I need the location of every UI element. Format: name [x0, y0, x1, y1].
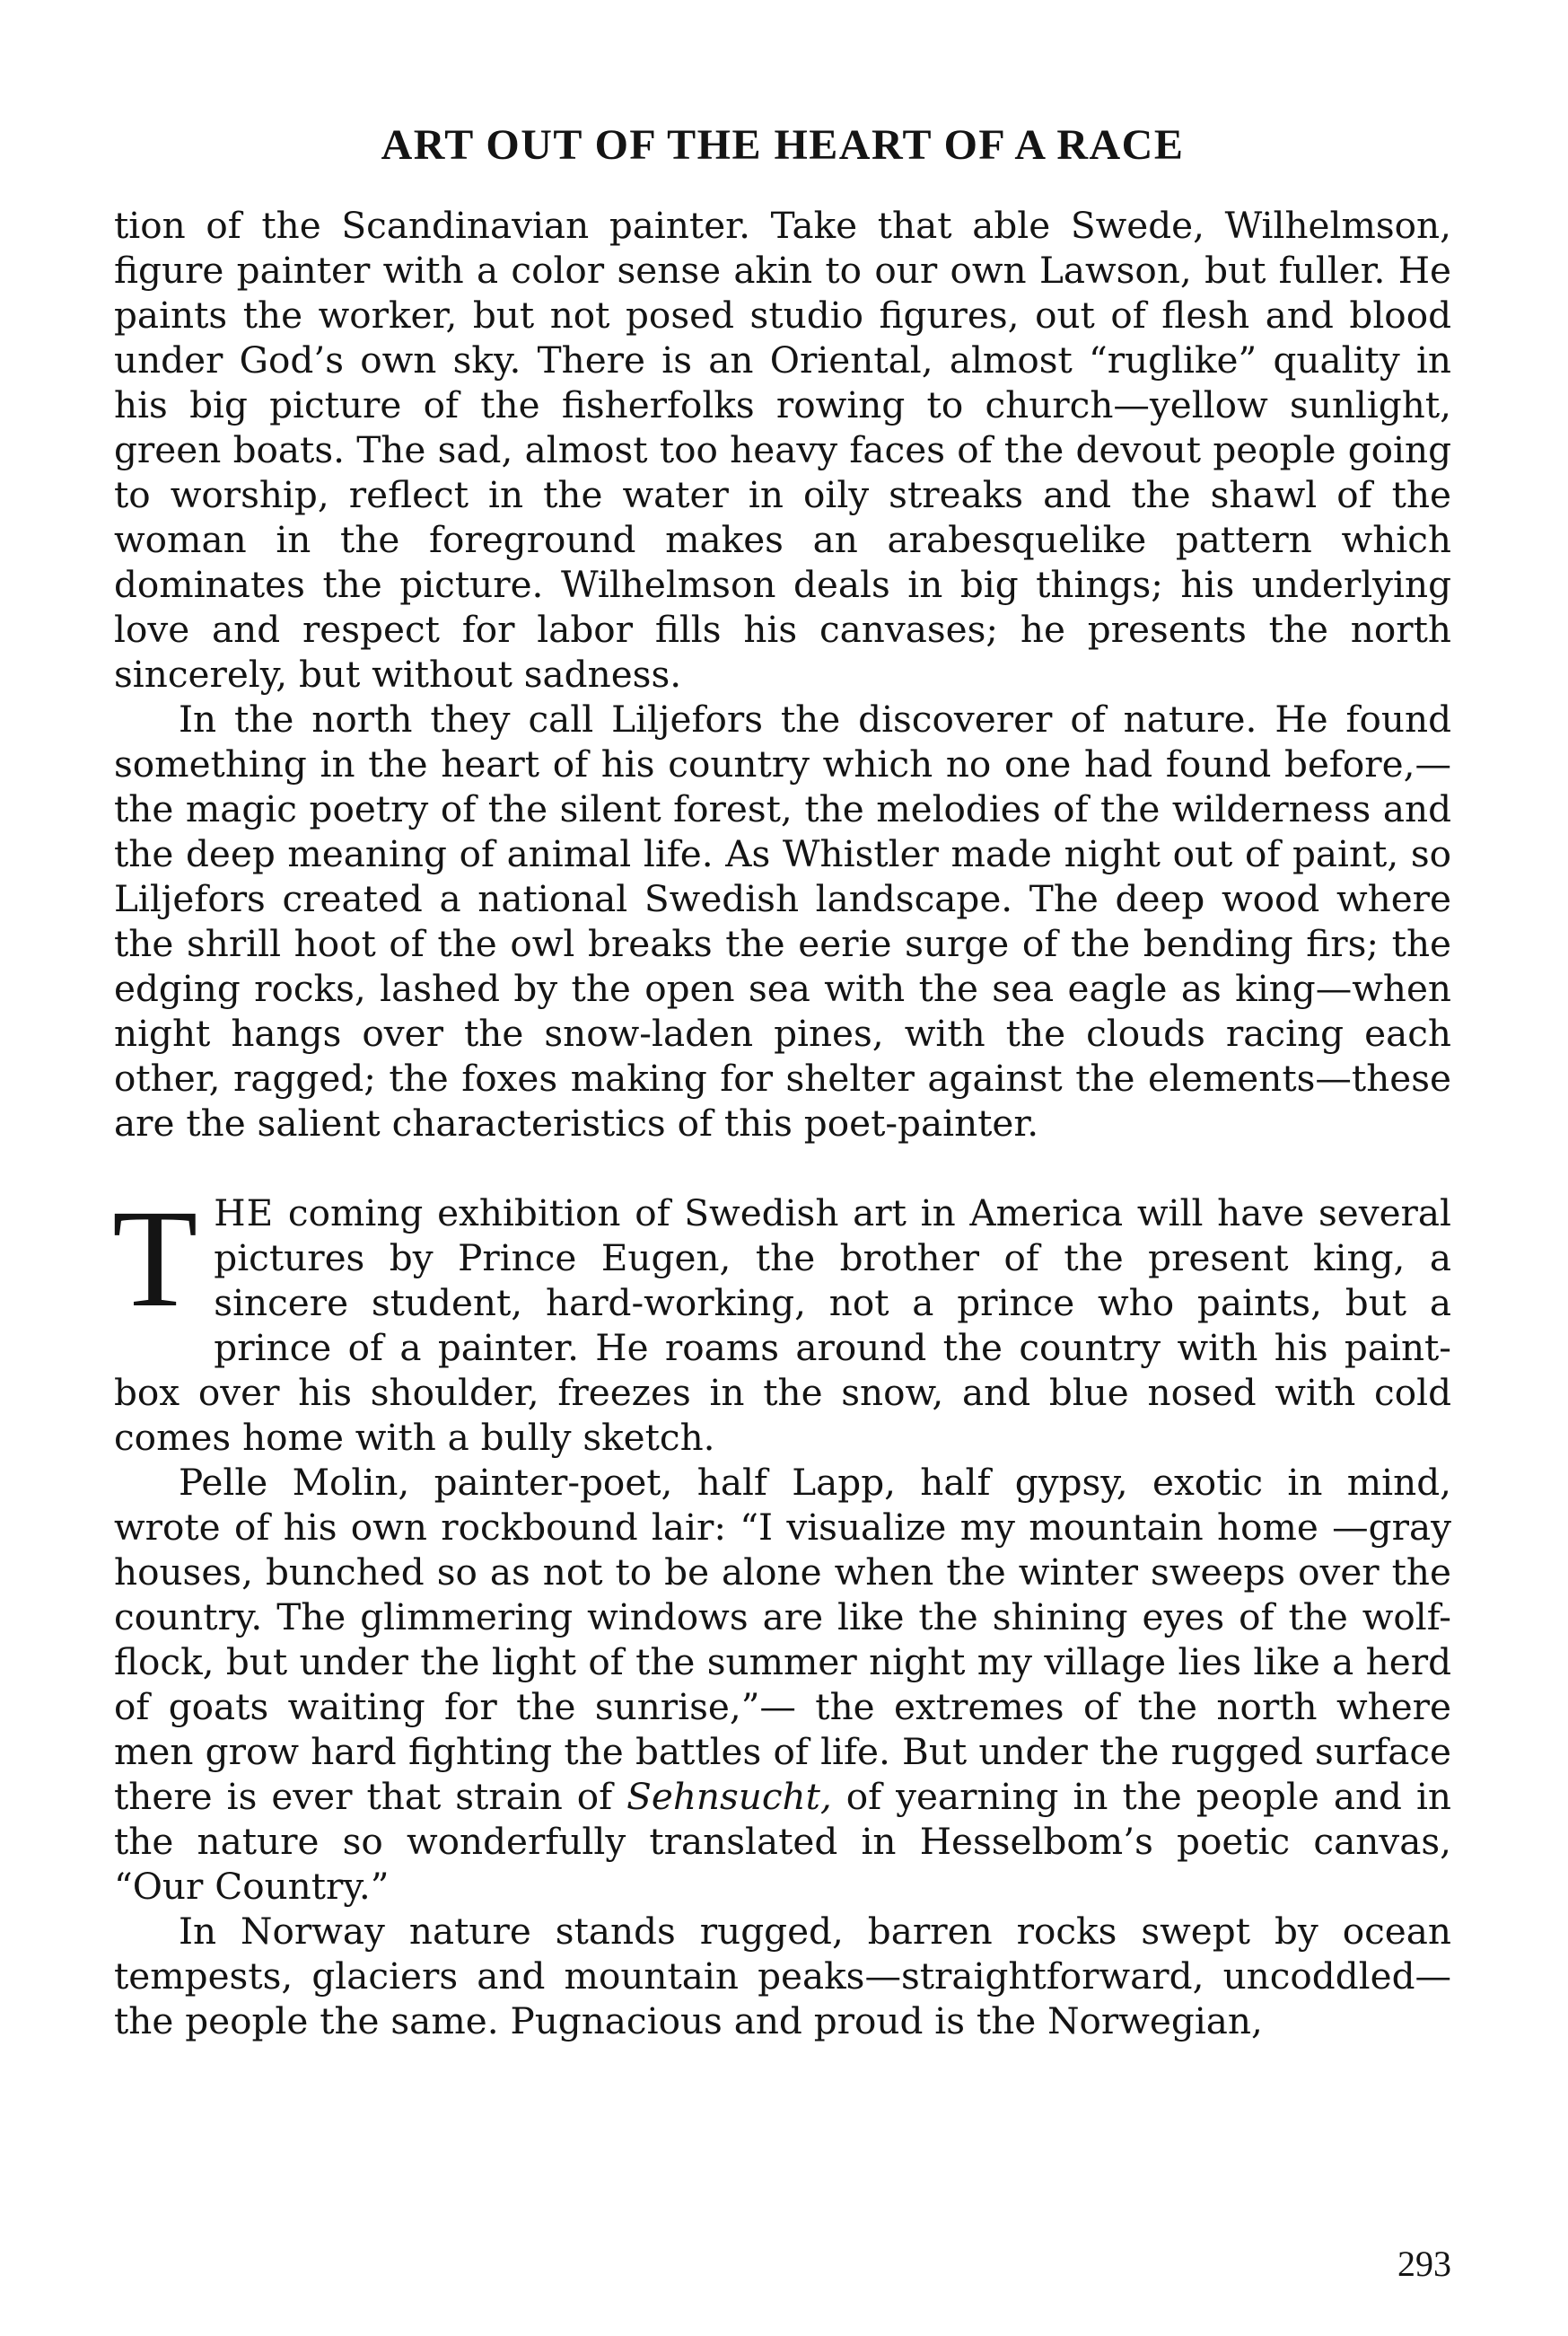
lead-caps: HE [214, 1191, 275, 1234]
paragraph-pelle-molin [114, 1460, 1451, 1909]
paragraph-prince-eugen [112, 1181, 1451, 1460]
running-head: ART OUT OF THE HEART OF A RACE [381, 121, 1185, 169]
page-number: 293 [1397, 2244, 1451, 2284]
paragraph-text: coming exhibition of Swedish art in America will have several pictures by Prince Eugen, the brother of the present king, a sincere student, hard-working, not a prince who paints, but a prince of a painter. He roams around the country with his paint-box over his shoulder, freezes in the snow, and blue nosed with cold comes home with a bully sketch. [114, 1191, 1451, 1459]
paragraph-text: of yearning in the people and in the nature so wonderfully translated in Hesselbom’s poetic canvas, “Our Country.” [114, 1775, 1451, 1908]
paragraph-wilhelmson: tion of the Scandinavian painter. Take that able Swede, Wilhelmson, figure painter with a color sense akin to our own Lawson, but fuller. He paints the worker, but not posed studio figures, out of flesh and blood under God’s own sky. There is an Oriental, almost “ruglike” quality in his big picture of the fisherfolks rowing to church—yellow sunlight, green boats. The sad, almost too heavy faces of the devout people going to worship, reflect in the water in oily streaks and the shawl of the woman in the foreground makes an arabesquelike pattern which dominates the picture. Wilhelmson deals in big things; his underlying love and respect for labor fills his canvases; he presents the north sincerely, but without sadness. [114, 204, 1451, 696]
drop-cap: T [112, 1181, 198, 1336]
italic-term: Sehnsucht, [626, 1775, 832, 1818]
paragraph-text: Pelle Molin, painter-poet, half Lapp, half gypsy, exotic in mind, wrote of his own rockbound lair: “I visualize my mountain home —gray houses, bunched so as not to be alone when the winter sweeps over the country. The glimmering windows are like the shining eyes of the wolf-flock, but under the light of the summer night my village lies like a herd of goats waiting for the sunrise,”— the extremes of the north where men grow hard fighting the battles of life. But under the rugged surface there is ever that strain of [114, 1461, 1451, 1818]
paragraph-norway: In Norway nature stands rugged, barren rocks swept by ocean tempests, glaciers and mountain peaks—straightforward, uncoddled—the people the same. Pugnacious and proud is the Norwegian, [114, 1910, 1451, 2042]
article-body [114, 203, 1451, 2043]
paragraph-liljefors: In the north they call Liljefors the discoverer of nature. He found something in the heart of his country which no one had found before,—the magic poetry of the silent forest, the melodies of the wilderness and the deep meaning of animal life. As Whistler made night out of paint, so Liljefors created a national Swedish landscape. The deep wood where the shrill hoot of the owl breaks the eerie surge of the bending firs; the edging rocks, lashed by the open sea with the sea eagle as king—when night hangs over the snow-laden pines, with the clouds racing each other, ragged; the foxes making for shelter against the elements—these are the salient characteristics of this poet-painter. [114, 698, 1451, 1145]
book-page [114, 0, 1451, 2336]
